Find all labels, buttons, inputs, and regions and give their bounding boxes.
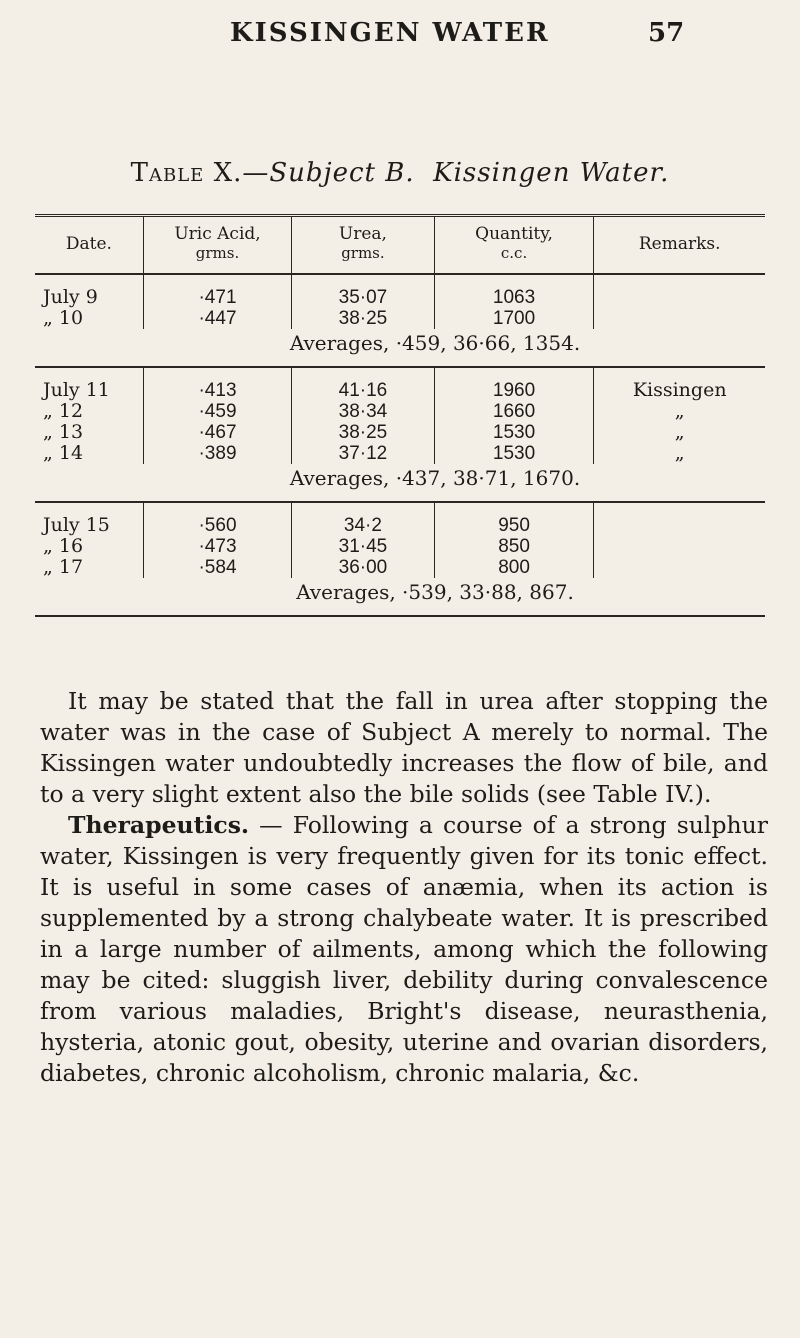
header-urea: Urea, grms. xyxy=(292,216,435,275)
cell-urea: 38·25 xyxy=(292,422,435,443)
cell-date: „ 12 xyxy=(43,400,84,422)
cell-urea: 41·16 xyxy=(292,368,435,401)
averages-row xyxy=(35,464,765,502)
cell-uric-acid: ·447 xyxy=(143,308,291,329)
cell-uric-acid: ·473 xyxy=(143,536,291,557)
running-title: KISSINGEN WATER xyxy=(230,18,550,48)
cell-quantity: 1960 xyxy=(434,368,594,401)
cell-uric-acid: ·584 xyxy=(143,557,291,578)
table-caption-subtitle: Kissingen Water. xyxy=(433,158,670,188)
averages-row xyxy=(35,329,765,367)
header-remarks: Remarks. xyxy=(594,216,765,275)
table-bottom-rule xyxy=(35,615,765,616)
cell-quantity: 1700 xyxy=(434,308,594,329)
table-row xyxy=(35,536,765,557)
table-row xyxy=(35,422,765,443)
cell-quantity: 1660 xyxy=(434,401,594,422)
cell-date: „ 16 xyxy=(43,535,84,557)
table-caption xyxy=(0,158,800,188)
cell-uric-acid: ·413 xyxy=(143,368,291,401)
table-row xyxy=(35,503,765,536)
table-header xyxy=(35,216,765,275)
cell-quantity: 1530 xyxy=(434,422,594,443)
cell-urea: 31·45 xyxy=(292,536,435,557)
header-date: Date. xyxy=(35,216,143,275)
page-number: 57 xyxy=(648,18,685,48)
body-text xyxy=(40,686,768,1089)
paragraph-therapeutics xyxy=(40,810,768,1089)
cell-remark: „ xyxy=(594,401,765,422)
cell-remark: „ xyxy=(594,443,765,464)
cell-urea: 37·12 xyxy=(292,443,435,464)
cell-date: „ 10 xyxy=(43,307,84,329)
table-row xyxy=(35,557,765,578)
cell-remark xyxy=(594,274,765,308)
running-head xyxy=(0,16,800,56)
averages-text: Averages, ·459, 36·66, 1354. xyxy=(289,331,581,355)
cell-remark xyxy=(594,308,765,329)
therapeutics-text: — Following a course of a strong sulphur water, Kissingen is very frequently given for its tonic effect. It is useful in some cases of anæmia, when its action is supplemented by a strong chalybeate water. It is prescribed in a large number of ailments, among which the following may be cited: sluggish liver, debility during convalescence from various maladies, Bright's disease, neurasthenia, hysteria, atonic gout, obesity, uterine and ovarian disorders, diabetes, chronic alcoholism, chronic malaria, &c. xyxy=(40,811,768,1087)
table-row xyxy=(35,401,765,422)
cell-quantity: 850 xyxy=(434,536,594,557)
cell-quantity: 1530 xyxy=(434,443,594,464)
averages-text: Averages, ·437, 38·71, 1670. xyxy=(289,466,581,490)
therapeutics-heading: Therapeutics. xyxy=(68,811,250,839)
table-caption-subject: —Subject B. xyxy=(242,158,415,188)
data-table xyxy=(35,214,765,617)
table-row xyxy=(35,308,765,329)
cell-uric-acid: ·389 xyxy=(143,443,291,464)
table-body xyxy=(35,274,765,616)
cell-quantity: 800 xyxy=(434,557,594,578)
cell-remark xyxy=(594,503,765,536)
cell-urea: 36·00 xyxy=(292,557,435,578)
cell-remark xyxy=(594,557,765,578)
table-caption-label: Table X. xyxy=(130,158,243,188)
cell-remark xyxy=(594,536,765,557)
cell-urea: 34·2 xyxy=(292,503,435,536)
cell-urea: 38·34 xyxy=(292,401,435,422)
cell-urea: 38·25 xyxy=(292,308,435,329)
cell-quantity: 950 xyxy=(434,503,594,536)
averages-text: Averages, ·539, 33·88, 867. xyxy=(296,580,574,604)
cell-urea: 35·07 xyxy=(292,274,435,308)
cell-remark: „ xyxy=(594,422,765,443)
cell-date: „ 14 xyxy=(43,442,84,464)
cell-remark: Kissingen xyxy=(594,368,765,401)
header-quantity: Quantity, c.c. xyxy=(434,216,594,275)
cell-uric-acid: ·467 xyxy=(143,422,291,443)
header-uric-acid: Uric Acid, grms. xyxy=(143,216,291,275)
cell-date: July 11 xyxy=(43,379,110,401)
averages-row xyxy=(35,578,765,615)
cell-date: July 15 xyxy=(43,514,110,536)
cell-uric-acid: ·459 xyxy=(143,401,291,422)
paragraph-urea-bile: It may be stated that the fall in urea after stopping the water was in the case of Subject A merely to normal. The Kissingen water undoubtedly increases the flow of bile, and to a very slight extent also the bile solids (see Table IV.). xyxy=(40,687,768,808)
cell-uric-acid: ·471 xyxy=(143,274,291,308)
table-row xyxy=(35,274,765,308)
cell-quantity: 1063 xyxy=(434,274,594,308)
table-row xyxy=(35,368,765,401)
cell-uric-acid: ·560 xyxy=(143,503,291,536)
cell-date: July 9 xyxy=(43,286,98,308)
cell-date: „ 17 xyxy=(43,556,84,578)
table-row xyxy=(35,443,765,464)
cell-date: „ 13 xyxy=(43,421,84,443)
